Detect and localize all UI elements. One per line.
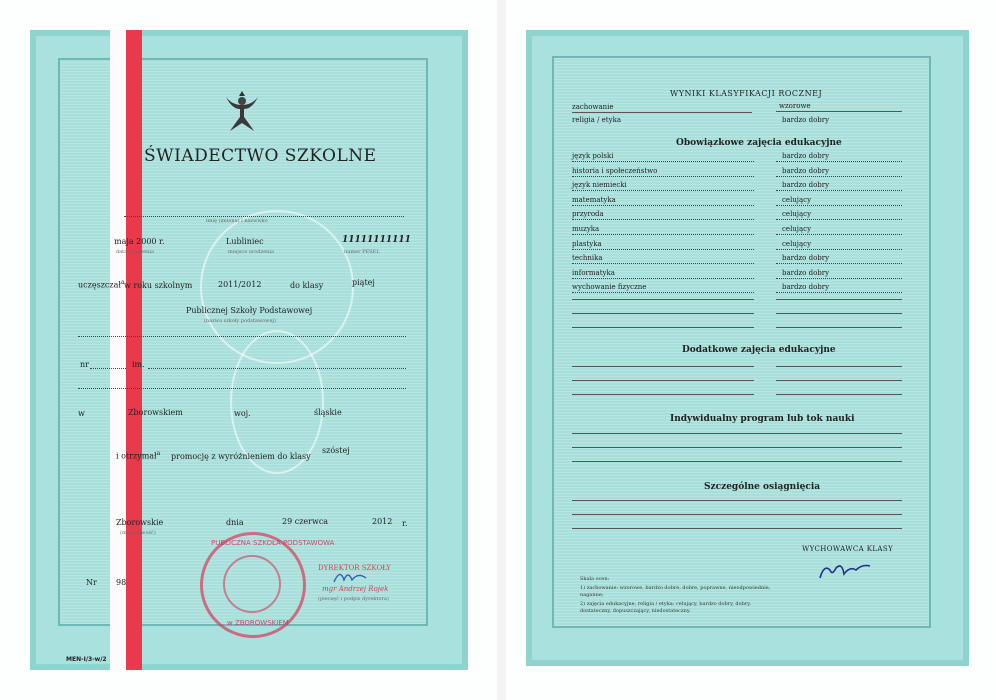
class-word: piątej [352,278,375,287]
subject-name: technika [572,254,603,262]
stamp-text-top: PUBLICZNA SZKOŁA PODSTAWOWA [211,539,335,547]
grade-dotted-line [776,190,902,191]
subject-grade: bardzo dobry [782,181,830,189]
issue-place: Zborowskie [116,518,164,527]
subject-name: wychowanie fizyczne [572,283,647,291]
grade-dotted-line [776,292,902,293]
school-stamp [200,532,335,638]
school-year: 2011/2012 [218,280,262,289]
subject-grade: celujący [782,210,812,218]
grade-dotted-line [776,219,902,220]
subject-dotted-line [572,176,754,177]
issue-place-caption: (miejscowość) [120,530,156,536]
birth-place-caption: miejsce urodzenia [228,249,274,255]
page-gutter [497,0,506,700]
flag-stripe-red [126,30,142,670]
subject-name: historia i społeczeństwo [572,167,658,175]
subject-name: informatyka [572,269,615,277]
achievements-header: Szczególne osiągnięcia [704,482,821,492]
issue-day-month: 29 czerwca [282,517,329,526]
director-title: DYREKTOR SZKOŁY [318,564,391,572]
patron-line-2 [78,388,406,389]
subject-grade: bardzo dobry [782,283,830,291]
birth-place: Lubliniec [226,237,264,246]
promotion-text: promocję z wyróżnieniem do klasy [171,452,311,461]
subject-grade: bardzo dobry [782,254,830,262]
additional-line [776,380,902,381]
school-year-label: w roku szkolnym [124,281,193,290]
blank-row-line [572,313,754,314]
grade-dotted-line [776,234,902,235]
name-line [124,216,404,217]
subject-dotted-line [572,278,754,279]
grade-dotted-line [776,205,902,206]
birth-date: maja 2000 r. [114,237,165,246]
individual-line [572,433,902,434]
subject-grade: celujący [782,225,812,233]
voivodeship: śląskie [314,408,342,417]
additional-line [572,394,754,395]
religion-label: religia / etyka [572,116,621,124]
subject-dotted-line [572,161,754,162]
subject-name: muzyka [572,225,600,233]
nr-line [90,368,126,369]
subject-grade: bardzo dobry [782,167,830,175]
next-class: szóstej [322,446,350,455]
subject-grade: celujący [782,196,812,204]
certificate-results-page [506,0,996,700]
subject-name: plastyka [572,240,602,248]
doc-number-label: Nr [86,578,97,587]
individual-line [572,461,902,462]
additional-line [572,380,754,381]
subject-dotted-line [572,219,754,220]
blank-row-line [572,299,754,300]
grade-dotted-line [776,249,902,250]
im-label: im. [132,360,145,369]
results-title: WYNIKI KLASYFIKACJI ROCZNEJ [670,89,823,98]
certificate-title: ŚWIADECTWO SZKOLNE [144,146,377,166]
subject-dotted-line [572,292,754,293]
pesel-caption: numer PESEL [344,249,380,255]
additional-line [776,394,902,395]
in-label: w [78,409,85,418]
school-name: Publicznej Szkoły Podstawowej [186,306,313,315]
attended-label: uczęszczał$^a$ [78,279,125,290]
achievements-line [572,514,902,515]
conduct-label: zachowanie [572,103,614,111]
additional-line [776,366,902,367]
achievements-line [572,500,902,501]
to-class-label: do klasy [290,281,324,290]
conduct-grade: wzorowe [779,102,811,110]
scale-conduct: 1) zachowanie: wzorowe, bardzo dobre, dobre, poprawne, nieodpowiednie, naganne; [580,585,771,598]
subject-dotted-line [572,249,754,250]
subject-grade: bardzo dobry [782,152,830,160]
additional-line [572,366,754,367]
patron-line [148,368,406,369]
conduct-line [572,112,752,113]
certificate-front-page [0,0,497,700]
tutor-signature-icon [816,560,876,582]
stamp-emblem [223,555,281,613]
date-label: dnia [226,518,244,527]
mandatory-header: Obowiązkowe zajęcia edukacyjne [676,138,842,148]
grade-dotted-line [776,263,902,264]
doc-number: 98 [116,578,127,587]
stamp-text-bottom: w ZBOROWSKIEM [227,619,289,627]
signature-caption: (pieczęć i podpis dyrektora) [318,596,389,602]
tutor-label: WYCHOWAWCA KLASY [802,545,894,553]
blank-row-line [776,299,902,300]
subject-grade: celujący [782,240,812,248]
subject-name: matematyka [572,196,616,204]
subject-dotted-line [572,234,754,235]
director-name: mgr Andrzej Rojek [322,585,389,593]
religion-grade: bardzo dobry [782,116,830,124]
subject-dotted-line [572,205,754,206]
name-caption: imię (imiona) i nazwisko [206,218,268,224]
nr-label: nr [80,360,89,369]
grade-dotted-line [776,161,902,162]
pesel-number: 11111111111 [342,235,411,245]
form-code: MEN-I/3-w/2 [66,656,107,663]
subject-dotted-line [572,263,754,264]
issue-year-suffix: r. [402,519,408,528]
birth-date-caption: data urodzenia [116,249,154,255]
blank-row-line [572,327,754,328]
achievements-line [572,528,902,529]
subject-name: język niemiecki [572,181,627,189]
scale-title: Skala ocen: [580,576,610,582]
individual-program-header: Indywidualny program lub tok nauki [670,414,855,424]
individual-line [572,447,902,448]
subject-name: przyroda [572,210,604,218]
conduct-grade-line [776,111,902,112]
voivodeship-label: woj. [234,409,251,418]
flag-stripe-white [110,30,126,670]
blank-row-line [776,313,902,314]
subject-name: język polski [572,152,614,160]
school-line [78,336,406,337]
eagle-emblem-icon [222,87,262,133]
grade-dotted-line [776,278,902,279]
issue-year: 2012 [372,517,393,526]
subject-grade: bardzo dobry [782,269,830,277]
additional-header: Dodatkowe zajęcia edukacyjne [682,345,836,355]
school-name-caption: (nazwa szkoły podstawowej) [204,318,276,324]
grade-dotted-line [776,176,902,177]
subject-dotted-line [572,190,754,191]
town: Zborowskiem [128,408,183,417]
blank-row-line [776,327,902,328]
received-label: i otrzymał$^a$ [116,450,161,461]
scale-subjects: 2) zajęcia edukacyjne, religia / etyka: celujący, bardzo dobry, dobry, dostateczny, dopuszczający, niedostateczny. [580,601,751,614]
